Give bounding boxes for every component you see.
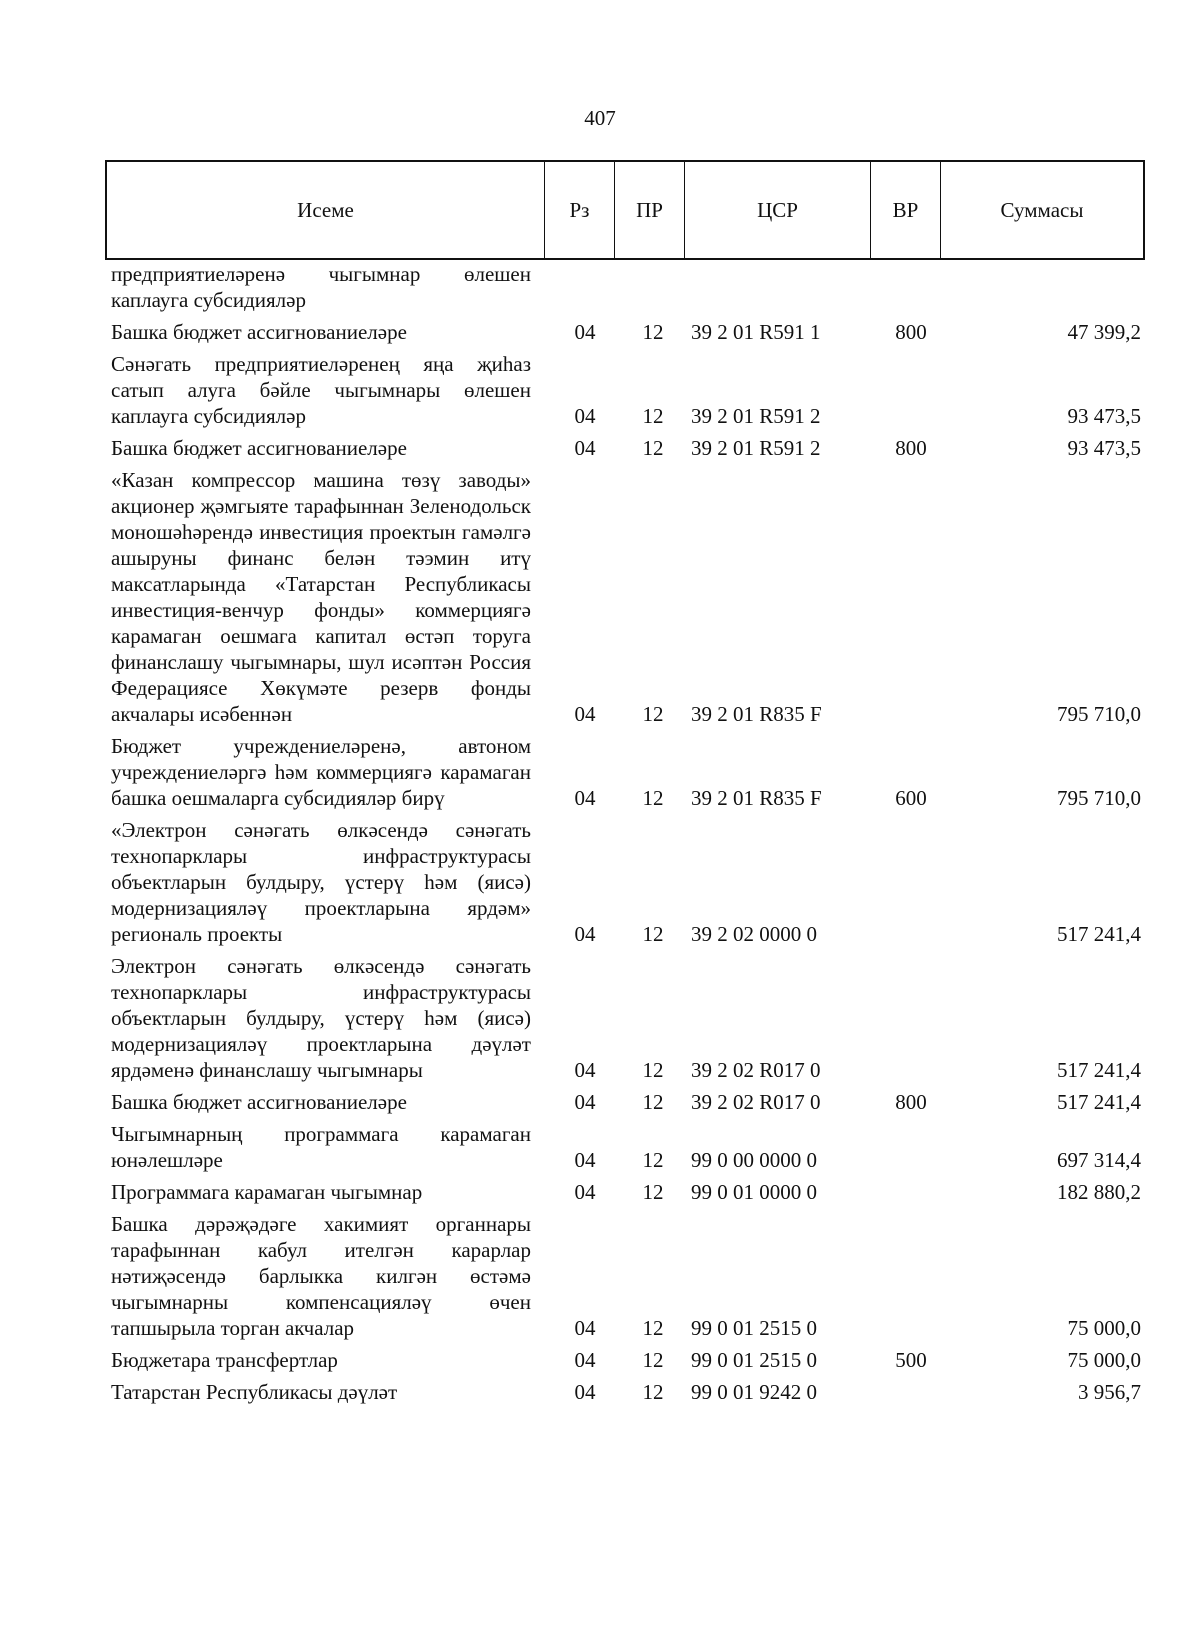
row-sum: 47 399,2 xyxy=(1067,320,1141,344)
row-pr: 12 xyxy=(642,702,664,726)
row-sum: 517 241,4 xyxy=(1057,1058,1141,1082)
row-rz: 04 xyxy=(574,320,596,344)
row-rz: 04 xyxy=(574,404,596,428)
row-csr: 99 0 01 0000 0 xyxy=(691,1180,817,1204)
row-csr: 99 0 01 2515 0 xyxy=(691,1348,817,1372)
table-row xyxy=(111,435,1141,461)
table-row xyxy=(111,1121,1141,1173)
row-csr: 39 2 01 R591 1 xyxy=(691,320,821,344)
row-vr: 500 xyxy=(895,1348,927,1372)
row-csr: 39 2 01 R835 F xyxy=(691,786,822,810)
row-rz: 04 xyxy=(574,1380,596,1404)
row-rz: 04 xyxy=(574,1090,596,1114)
header-name: Исеме xyxy=(107,162,545,258)
row-name: Татарстан Республикасы дәүләт xyxy=(111,1380,398,1404)
header-pr: ПР xyxy=(615,162,685,258)
row-csr: 39 2 02 R017 0 xyxy=(691,1058,821,1082)
row-pr: 12 xyxy=(642,1348,664,1372)
table-row xyxy=(111,1347,1141,1373)
table-body xyxy=(111,261,1141,1411)
table-header xyxy=(105,160,1145,260)
table-row xyxy=(111,1211,1141,1341)
table-row xyxy=(111,261,1141,313)
row-csr: 99 0 01 2515 0 xyxy=(691,1316,817,1340)
row-rz: 04 xyxy=(574,702,596,726)
row-csr: 99 0 00 0000 0 xyxy=(691,1148,817,1172)
table-row xyxy=(111,467,1141,727)
row-name: предприятиеләренә чыгымнар өлешен каплауга субсидияләр xyxy=(111,262,531,312)
row-pr: 12 xyxy=(642,436,664,460)
row-pr: 12 xyxy=(642,1058,664,1082)
header-rz: Рз xyxy=(545,162,615,258)
row-sum: 517 241,4 xyxy=(1057,1090,1141,1114)
row-csr: 99 0 01 9242 0 xyxy=(691,1380,817,1404)
row-pr: 12 xyxy=(642,1090,664,1114)
row-pr: 12 xyxy=(642,786,664,810)
row-rz: 04 xyxy=(574,786,596,810)
row-sum: 75 000,0 xyxy=(1067,1348,1141,1372)
row-rz: 04 xyxy=(574,1180,596,1204)
row-sum: 182 880,2 xyxy=(1057,1180,1141,1204)
row-vr: 800 xyxy=(895,320,927,344)
row-pr: 12 xyxy=(642,1148,664,1172)
row-vr: 600 xyxy=(895,786,927,810)
table-row xyxy=(111,733,1141,811)
page-number: 407 xyxy=(584,106,616,130)
table-row xyxy=(111,1379,1141,1405)
row-rz: 04 xyxy=(574,922,596,946)
row-rz: 04 xyxy=(574,1316,596,1340)
row-rz: 04 xyxy=(574,436,596,460)
header-vr: ВР xyxy=(871,162,941,258)
row-name: Башка бюджет ассигнованиеләре xyxy=(111,320,407,344)
row-sum: 93 473,5 xyxy=(1067,436,1141,460)
row-sum: 795 710,0 xyxy=(1057,786,1141,810)
row-name: Башка бюджет ассигнованиеләре xyxy=(111,1090,407,1114)
row-csr: 39 2 02 R017 0 xyxy=(691,1090,821,1114)
row-csr: 39 2 01 R591 2 xyxy=(691,436,821,460)
table-row xyxy=(111,953,1141,1083)
row-vr: 800 xyxy=(895,436,927,460)
row-sum: 795 710,0 xyxy=(1057,702,1141,726)
row-sum: 75 000,0 xyxy=(1067,1316,1141,1340)
row-rz: 04 xyxy=(574,1348,596,1372)
row-name: «Казан компрессор машина төзү заводы» акционер җәмгыяте тарафыннан Зеленодольск моношәһәрендә инвестиция проектын гамәлгә ашыруны финанс белән тәэмин итү максатларында «Татарстан Республикасы инвестиция-венчур фонды» коммерциягә карамаган оешмага капитал өстәп торуга финанслашу чыгымнары, шул исәптән Россия Федерациясе Хөкүмәте резерв фонды акчалары исәбеннән xyxy=(111,468,531,726)
row-sum: 3 956,7 xyxy=(1078,1380,1141,1404)
row-pr: 12 xyxy=(642,922,664,946)
row-name: Бюджетара трансфертлар xyxy=(111,1348,338,1372)
row-sum: 93 473,5 xyxy=(1067,404,1141,428)
table-row xyxy=(111,1089,1141,1115)
table-row xyxy=(111,351,1141,429)
header-sum: Суммасы xyxy=(1000,197,1084,222)
row-name: «Электрон сәнәгать өлкәсендә сәнәгать технопарклары инфраструктурасы объектларын булдыру, үстерү һәм (яисә) модернизацияләү проектларына ярдәм» региональ проекты xyxy=(111,818,531,946)
row-vr: 800 xyxy=(895,1090,927,1114)
row-csr: 39 2 02 0000 0 xyxy=(691,922,817,946)
row-name: Башка дәрәҗәдәге хакимият органнары тарафыннан кабул ителгән карарлар нәтиҗәсендә барлыкка килгән өстәмә чыгымнарны компенсацияләү өчен тапшырыла торган акчалар xyxy=(111,1212,531,1340)
table-row xyxy=(111,319,1141,345)
header-csr: ЦСР xyxy=(685,162,871,258)
row-pr: 12 xyxy=(642,1380,664,1404)
row-csr: 39 2 01 R835 F xyxy=(691,702,822,726)
row-rz: 04 xyxy=(574,1058,596,1082)
row-sum: 517 241,4 xyxy=(1057,922,1141,946)
table-row xyxy=(111,817,1141,947)
row-pr: 12 xyxy=(642,1316,664,1340)
row-pr: 12 xyxy=(642,320,664,344)
row-pr: 12 xyxy=(642,1180,664,1204)
row-rz: 04 xyxy=(574,1148,596,1172)
row-sum: 697 314,4 xyxy=(1057,1148,1141,1172)
row-name: Чыгымнарның программага карамаган юнәлешләре xyxy=(111,1122,531,1172)
row-name: Электрон сәнәгать өлкәсендә сәнәгать технопарклары инфраструктурасы объектларын булдыру, үстерү һәм (яисә) модернизацияләү проектларына дәүләт ярдәменә финанслашу чыгымнары xyxy=(111,954,531,1082)
row-name: Программага карамаган чыгымнар xyxy=(111,1180,423,1204)
table-row xyxy=(111,1179,1141,1205)
row-name: Башка бюджет ассигнованиеләре xyxy=(111,436,407,460)
row-name: Бюджет учреждениеләренә, автоном учреждениеләргә һәм коммерциягә карамаган башка оешмаларга субсидияләр бирү xyxy=(111,734,531,810)
row-name: Сәнәгать предприятиеләренең яңа җиһаз сатып алуга бәйле чыгымнары өлешен каплауга субсидияләр xyxy=(111,352,531,428)
row-csr: 39 2 01 R591 2 xyxy=(691,404,821,428)
row-pr: 12 xyxy=(642,404,664,428)
